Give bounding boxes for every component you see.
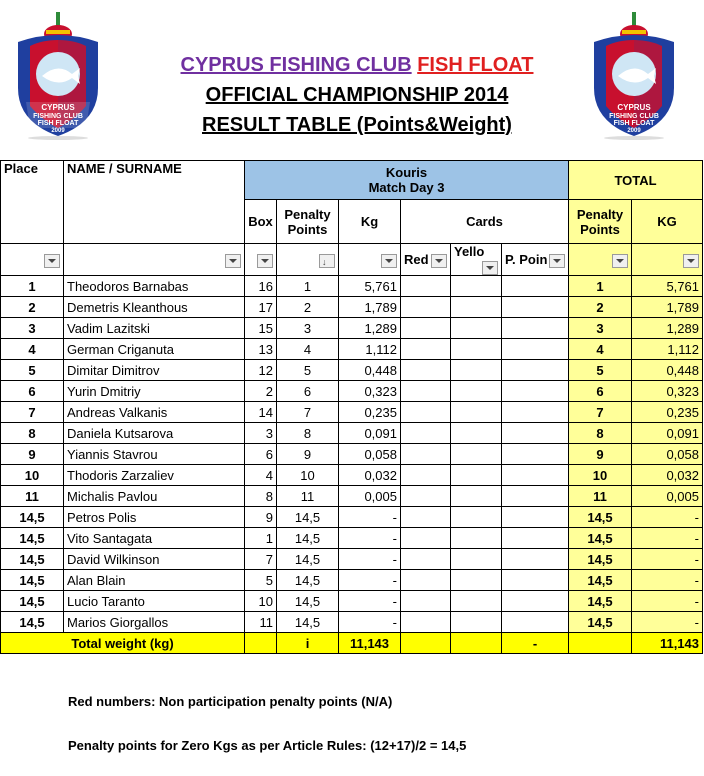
cell-card-yellow bbox=[451, 612, 502, 633]
cell-card-ppoints bbox=[502, 423, 569, 444]
cell-place: 14,5 bbox=[1, 612, 64, 633]
cell-card-red bbox=[401, 591, 451, 612]
cell-penalty-points: 14,5 bbox=[277, 549, 339, 570]
cell-total-penalty: 9 bbox=[569, 444, 632, 465]
cell-box: 2 bbox=[245, 381, 277, 402]
club-logo-left bbox=[12, 10, 104, 140]
table-row bbox=[1, 570, 703, 591]
cell-penalty-points: 1 bbox=[277, 276, 339, 297]
cell-total-penalty: 4 bbox=[569, 339, 632, 360]
cell-box: 6 bbox=[245, 444, 277, 465]
cell-box: 15 bbox=[245, 318, 277, 339]
logo-text-line3: FISH FLOAT bbox=[613, 120, 655, 127]
total-row bbox=[1, 633, 703, 654]
logo-text-line1: CYPRUS bbox=[41, 103, 75, 112]
cell-card-yellow bbox=[451, 465, 502, 486]
cell-place: 7 bbox=[1, 402, 64, 423]
cell-place: 10 bbox=[1, 465, 64, 486]
header-total-kg: KG bbox=[632, 200, 703, 244]
cell-card-red bbox=[401, 570, 451, 591]
cell-name: Michalis Pavlou bbox=[64, 486, 245, 507]
cell-card-yellow bbox=[451, 528, 502, 549]
cell-penalty-points: 14,5 bbox=[277, 612, 339, 633]
club-subname: FISH FLOAT bbox=[417, 54, 534, 76]
total-kg: 11,143 bbox=[339, 633, 401, 654]
cell-total-penalty: 5 bbox=[569, 360, 632, 381]
cell-card-ppoints bbox=[502, 612, 569, 633]
cell-card-yellow bbox=[451, 486, 502, 507]
cell-name: Marios Giorgallos bbox=[64, 612, 245, 633]
cell-total-kg: - bbox=[632, 528, 703, 549]
filter-dropdown-icon[interactable] bbox=[381, 254, 397, 268]
cell-penalty-points: 5 bbox=[277, 360, 339, 381]
header-name: NAME / SURNAME bbox=[64, 161, 245, 244]
cell-box: 10 bbox=[245, 591, 277, 612]
cell-card-red bbox=[401, 486, 451, 507]
sort-ascending-icon[interactable] bbox=[319, 254, 335, 268]
cell-kg: 0,005 bbox=[339, 486, 401, 507]
header-penalty-points: Penalty Points bbox=[277, 200, 339, 244]
cell-penalty-points: 3 bbox=[277, 318, 339, 339]
filter-label-ppoints: P. Poin bbox=[505, 251, 548, 267]
cell-total-penalty: 3 bbox=[569, 318, 632, 339]
cell-name: Daniela Kutsarova bbox=[64, 423, 245, 444]
filter-cell-total-penalty bbox=[569, 244, 632, 276]
total-cards: - bbox=[502, 633, 569, 654]
cell-box: 12 bbox=[245, 360, 277, 381]
cell-name: Vadim Lazitski bbox=[64, 318, 245, 339]
logo-text-line4: 2009 bbox=[51, 128, 65, 134]
cell-card-yellow bbox=[451, 402, 502, 423]
cell-total-kg: 1,112 bbox=[632, 339, 703, 360]
cell-name: Andreas Valkanis bbox=[64, 402, 245, 423]
cell-kg: 1,112 bbox=[339, 339, 401, 360]
cell-card-ppoints bbox=[502, 276, 569, 297]
cell-card-ppoints bbox=[502, 297, 569, 318]
logo-text-line1: CYPRUS bbox=[617, 103, 651, 112]
cell-kg: 1,789 bbox=[339, 297, 401, 318]
cell-card-ppoints bbox=[502, 591, 569, 612]
cell-total-penalty: 1 bbox=[569, 276, 632, 297]
cell-total-kg: - bbox=[632, 591, 703, 612]
cell-kg: - bbox=[339, 591, 401, 612]
cell-place: 2 bbox=[1, 297, 64, 318]
cell-card-red bbox=[401, 549, 451, 570]
filter-cell-penalty bbox=[277, 244, 339, 276]
logo-text-line4: 2009 bbox=[627, 128, 641, 134]
cell-name: Demetris Kleanthous bbox=[64, 297, 245, 318]
cell-card-yellow bbox=[451, 360, 502, 381]
cell-place: 9 bbox=[1, 444, 64, 465]
cell-name: Thodoris Zarzaliev bbox=[64, 465, 245, 486]
cell-card-yellow bbox=[451, 423, 502, 444]
header-total: TOTAL bbox=[569, 161, 703, 200]
table-row bbox=[1, 444, 703, 465]
cell-card-red bbox=[401, 318, 451, 339]
championship-title: OFFICIAL CHAMPIONSHIP 2014 bbox=[205, 84, 509, 106]
cell-box: 4 bbox=[245, 465, 277, 486]
cell-total-kg: - bbox=[632, 507, 703, 528]
cell-card-yellow bbox=[451, 297, 502, 318]
cell-total-kg: 0,005 bbox=[632, 486, 703, 507]
header-match-day bbox=[245, 161, 569, 200]
cell-kg: - bbox=[339, 612, 401, 633]
cell-place: 3 bbox=[1, 318, 64, 339]
cell-total-penalty: 14,5 bbox=[569, 612, 632, 633]
cell-total-kg: 0,032 bbox=[632, 465, 703, 486]
cell-kg: 5,761 bbox=[339, 276, 401, 297]
cell-name: Yiannis Stavrou bbox=[64, 444, 245, 465]
table-row bbox=[1, 612, 703, 633]
cell-name: Theodoros Barnabas bbox=[64, 276, 245, 297]
header-day: Match Day 3 bbox=[368, 180, 445, 195]
table-row bbox=[1, 360, 703, 381]
cell-card-red bbox=[401, 297, 451, 318]
cell-place: 6 bbox=[1, 381, 64, 402]
cell-card-red bbox=[401, 507, 451, 528]
cell-card-red bbox=[401, 465, 451, 486]
club-logo-right bbox=[588, 10, 680, 140]
table-row bbox=[1, 423, 703, 444]
cell-box: 8 bbox=[245, 486, 277, 507]
club-name: CYPRUS FISHING CLUB bbox=[180, 54, 412, 76]
table-row bbox=[1, 486, 703, 507]
header-box: Box bbox=[245, 200, 277, 244]
cell-box: 14 bbox=[245, 402, 277, 423]
table-row bbox=[1, 339, 703, 360]
filter-dropdown-icon[interactable] bbox=[549, 254, 565, 268]
cell-total-penalty: 6 bbox=[569, 381, 632, 402]
cell-total-kg: - bbox=[632, 612, 703, 633]
cell-box: 5 bbox=[245, 570, 277, 591]
cell-card-ppoints bbox=[502, 570, 569, 591]
header-kg: Kg bbox=[339, 200, 401, 244]
cell-card-red bbox=[401, 381, 451, 402]
cell-total-kg: 1,289 bbox=[632, 318, 703, 339]
cell-card-ppoints bbox=[502, 402, 569, 423]
cell-card-ppoints bbox=[502, 339, 569, 360]
table-row bbox=[1, 528, 703, 549]
filter-dropdown-icon[interactable] bbox=[612, 254, 628, 268]
cell-penalty-points: 10 bbox=[277, 465, 339, 486]
cell-kg: 0,323 bbox=[339, 381, 401, 402]
cell-place: 4 bbox=[1, 339, 64, 360]
cell-place: 1 bbox=[1, 276, 64, 297]
cell-place: 14,5 bbox=[1, 570, 64, 591]
cell-total-penalty: 14,5 bbox=[569, 591, 632, 612]
logo-text-line3: FISH FLOAT bbox=[37, 120, 79, 127]
cell-box: 9 bbox=[245, 507, 277, 528]
table-row bbox=[1, 591, 703, 612]
cell-box: 17 bbox=[245, 297, 277, 318]
filter-cell-total-kg bbox=[632, 244, 703, 276]
cell-total-penalty: 8 bbox=[569, 423, 632, 444]
cell-total-penalty: 7 bbox=[569, 402, 632, 423]
cell-kg: 0,032 bbox=[339, 465, 401, 486]
cell-kg: - bbox=[339, 528, 401, 549]
cell-card-yellow bbox=[451, 570, 502, 591]
cell-total-kg: - bbox=[632, 549, 703, 570]
cell-total-penalty: 14,5 bbox=[569, 549, 632, 570]
cell-card-ppoints bbox=[502, 486, 569, 507]
filter-cell-ppoints bbox=[502, 244, 569, 276]
cell-box: 1 bbox=[245, 528, 277, 549]
cell-name: Alan Blain bbox=[64, 570, 245, 591]
cell-place: 8 bbox=[1, 423, 64, 444]
cell-name: David Wilkinson bbox=[64, 549, 245, 570]
note-red-numbers: Red numbers: Non participation penalty points (N/A) bbox=[68, 694, 393, 709]
cell-box: 7 bbox=[245, 549, 277, 570]
cell-total-kg: 0,091 bbox=[632, 423, 703, 444]
cell-card-yellow bbox=[451, 549, 502, 570]
cell-place: 11 bbox=[1, 486, 64, 507]
note-zero-kg-penalty: Penalty points for Zero Kgs as per Article Rules: (12+17)/2 = 14,5 bbox=[68, 738, 467, 753]
cell-total-penalty: 10 bbox=[569, 465, 632, 486]
cell-card-yellow bbox=[451, 276, 502, 297]
cell-penalty-points: 14,5 bbox=[277, 570, 339, 591]
table-row bbox=[1, 465, 703, 486]
cell-penalty-points: 9 bbox=[277, 444, 339, 465]
cell-kg: - bbox=[339, 570, 401, 591]
cell-card-yellow bbox=[451, 339, 502, 360]
cell-card-red bbox=[401, 360, 451, 381]
total-card-yellow bbox=[451, 633, 502, 654]
cell-kg: - bbox=[339, 507, 401, 528]
filter-cell-yellow bbox=[451, 244, 502, 276]
total-card-red bbox=[401, 633, 451, 654]
cell-place: 5 bbox=[1, 360, 64, 381]
cell-box: 11 bbox=[245, 612, 277, 633]
cell-card-red bbox=[401, 402, 451, 423]
header-venue: Kouris bbox=[385, 165, 428, 180]
cell-card-yellow bbox=[451, 507, 502, 528]
cell-card-red bbox=[401, 612, 451, 633]
filter-dropdown-icon[interactable] bbox=[225, 254, 241, 268]
cell-total-kg: 0,235 bbox=[632, 402, 703, 423]
table-row bbox=[1, 507, 703, 528]
cell-box: 16 bbox=[245, 276, 277, 297]
cell-penalty-points: 6 bbox=[277, 381, 339, 402]
header-total-penalty: Penalty Points bbox=[569, 200, 632, 244]
cell-card-red bbox=[401, 276, 451, 297]
total-penalty-sum bbox=[569, 633, 632, 654]
cell-card-red bbox=[401, 528, 451, 549]
cell-total-kg: 1,789 bbox=[632, 297, 703, 318]
table-row bbox=[1, 381, 703, 402]
cell-kg: 0,058 bbox=[339, 444, 401, 465]
table-row bbox=[1, 402, 703, 423]
cell-card-ppoints bbox=[502, 507, 569, 528]
cell-total-penalty: 14,5 bbox=[569, 507, 632, 528]
cell-total-kg: - bbox=[632, 570, 703, 591]
filter-label-yellow: Yello bbox=[454, 244, 485, 259]
cell-penalty-points: 2 bbox=[277, 297, 339, 318]
cell-box: 13 bbox=[245, 339, 277, 360]
filter-dropdown-icon[interactable] bbox=[683, 254, 699, 268]
cell-name: German Criganuta bbox=[64, 339, 245, 360]
cell-total-penalty: 2 bbox=[569, 297, 632, 318]
cell-penalty-points: 14,5 bbox=[277, 507, 339, 528]
cell-total-penalty: 11 bbox=[569, 486, 632, 507]
cell-name: Lucio Taranto bbox=[64, 591, 245, 612]
cell-card-yellow bbox=[451, 318, 502, 339]
cell-total-penalty: 14,5 bbox=[569, 528, 632, 549]
filter-cell-name bbox=[64, 244, 245, 276]
filter-cell-kg bbox=[339, 244, 401, 276]
cell-total-penalty: 14,5 bbox=[569, 570, 632, 591]
cell-card-ppoints bbox=[502, 549, 569, 570]
club-title bbox=[150, 50, 564, 80]
cell-card-red bbox=[401, 444, 451, 465]
logo-text-line2: FISHING CLUB bbox=[609, 113, 659, 120]
table-row bbox=[1, 549, 703, 570]
cell-card-ppoints bbox=[502, 381, 569, 402]
filter-dropdown-icon[interactable] bbox=[257, 254, 273, 268]
table-row bbox=[1, 318, 703, 339]
cell-name: Dimitar Dimitrov bbox=[64, 360, 245, 381]
cell-total-kg: 5,761 bbox=[632, 276, 703, 297]
logo-text-line2: FISHING CLUB bbox=[33, 113, 83, 120]
cell-kg: 0,448 bbox=[339, 360, 401, 381]
header-cards: Cards bbox=[401, 200, 569, 244]
cell-card-yellow bbox=[451, 444, 502, 465]
cell-card-ppoints bbox=[502, 528, 569, 549]
table-row bbox=[1, 276, 703, 297]
filter-label-red: Red bbox=[404, 251, 429, 267]
cell-kg: 0,235 bbox=[339, 402, 401, 423]
cell-card-yellow bbox=[451, 381, 502, 402]
cell-place: 14,5 bbox=[1, 528, 64, 549]
filter-dropdown-icon[interactable] bbox=[431, 254, 447, 268]
cell-name: Vito Santagata bbox=[64, 528, 245, 549]
cell-penalty-points: 14,5 bbox=[277, 528, 339, 549]
cell-card-red bbox=[401, 339, 451, 360]
cell-penalty-points: 4 bbox=[277, 339, 339, 360]
cell-name: Yurin Dmitriy bbox=[64, 381, 245, 402]
cell-penalty-points: 11 bbox=[277, 486, 339, 507]
cell-card-ppoints bbox=[502, 465, 569, 486]
cell-penalty-points: 14,5 bbox=[277, 591, 339, 612]
cell-card-ppoints bbox=[502, 444, 569, 465]
filter-cell-place bbox=[1, 244, 64, 276]
results-table bbox=[0, 160, 703, 654]
cell-place: 14,5 bbox=[1, 507, 64, 528]
title-block bbox=[150, 50, 564, 140]
cell-penalty-points: 8 bbox=[277, 423, 339, 444]
cell-card-yellow bbox=[451, 591, 502, 612]
cell-card-red bbox=[401, 423, 451, 444]
cell-card-ppoints bbox=[502, 318, 569, 339]
cell-total-kg: 0,058 bbox=[632, 444, 703, 465]
total-label: Total weight (kg) bbox=[1, 633, 245, 654]
filter-dropdown-icon[interactable] bbox=[44, 254, 60, 268]
total-box bbox=[245, 633, 277, 654]
cell-total-kg: 0,448 bbox=[632, 360, 703, 381]
cell-penalty-points: 7 bbox=[277, 402, 339, 423]
cell-place: 14,5 bbox=[1, 549, 64, 570]
total-weight: 11,143 bbox=[632, 633, 703, 654]
cell-place: 14,5 bbox=[1, 591, 64, 612]
cell-name: Petros Polis bbox=[64, 507, 245, 528]
result-table-title: RESULT TABLE (Points&Weight) bbox=[202, 114, 512, 136]
filter-cell-box bbox=[245, 244, 277, 276]
cell-kg: 0,091 bbox=[339, 423, 401, 444]
cell-kg: - bbox=[339, 549, 401, 570]
filter-dropdown-icon[interactable] bbox=[482, 261, 498, 275]
cell-box: 3 bbox=[245, 423, 277, 444]
filter-cell-red bbox=[401, 244, 451, 276]
cell-total-kg: 0,323 bbox=[632, 381, 703, 402]
table-row bbox=[1, 297, 703, 318]
cell-card-ppoints bbox=[502, 360, 569, 381]
header-place: Place bbox=[1, 161, 64, 244]
total-penalty: i bbox=[277, 633, 339, 654]
cell-kg: 1,289 bbox=[339, 318, 401, 339]
